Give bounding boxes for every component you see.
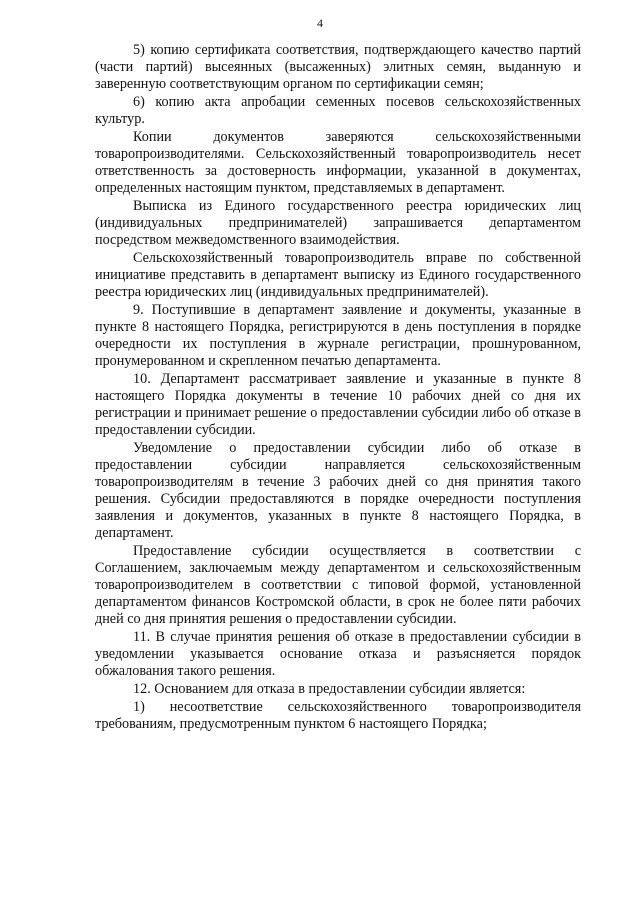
paragraph-clause-12: 12. Основанием для отказа в предоставлении субсидии является:: [133, 681, 526, 697]
paragraph-clause-12-item-1: 1) несоответствие сельскохозяйственного товаропроизводителя требованиям, предусмотренным пунктом 6 настоящего Порядка;: [95, 699, 581, 732]
paragraph-clause-9: 9. Поступившие в департамент заявление и документы, указанные в пункте 8 настоящего Порядка, регистрируются в день поступления в порядке очередности их поступления в журнале регистрации, прошнурованном, пронумерованном и скрепленном печатью департамента.: [95, 302, 581, 369]
page-number: 4: [317, 16, 323, 30]
paragraph-item-5: 5) копию сертификата соответствия, подтверждающего качество партий (части партий) высеянных (высаженных) элитных семян, выданную и заверенную соответствующим органом по сертификации семян;: [95, 42, 581, 92]
paragraph-notification: Уведомление о предоставлении субсидии либо об отказе в предоставлении субсидии направляется сельскохозяйственным товаропроизводителям в течение 3 рабочих дней со дня принятия такого решения. Субсидии предоставляются в порядке очередности поступления заявления и документов, указанных в пункте 8 настоящего Порядка, в департамент.: [95, 440, 581, 541]
paragraph-item-6: 6) копию акта апробации семенных посевов сельскохозяйственных культур.: [95, 94, 581, 127]
paragraph-own-initiative: Сельскохозяйственный товаропроизводитель вправе по собственной инициативе представить в департамент выписку из Единого государственного реестра юридических лиц (индивидуальных предпринимателей).: [95, 250, 581, 300]
paragraph-copies-certification: Копии документов заверяются сельскохозяйственными товаропроизводителями. Сельскохозяйственный товаропроизводитель несет ответственность за достоверность информации, указанной в документах, определенных настоящим пунктом, представляемых в департамент.: [95, 129, 581, 196]
paragraph-agreement: Предоставление субсидии осуществляется в соответствии с Соглашением, заключаемым между департаментом и сельскохозяйственным товаропроизводителем в соответствии с типовой формой, установленной департаментом финансов Костромской области, в срок не более пяти рабочих дней со дня принятия решения о предоставлении субсидии.: [95, 543, 581, 627]
paragraph-clause-11: 11. В случае принятия решения об отказе в предоставлении субсидии в уведомлении указывается основание отказа и разъясняется порядок обжалования такого решения.: [95, 629, 581, 679]
document-body: [95, 42, 581, 733]
paragraph-registry-extract-request: Выписка из Единого государственного реестра юридических лиц (индивидуальных предпринимателей) запрашивается департаментом посредством межведомственного взаимодействия.: [95, 198, 581, 248]
paragraph-clause-10: 10. Департамент рассматривает заявление и указанные в пункте 8 настоящего Порядка документы в течение 10 рабочих дней со дня их регистрации и принимает решение о предоставлении субсидии либо об отказе в предоставлении субсидии.: [95, 371, 581, 438]
